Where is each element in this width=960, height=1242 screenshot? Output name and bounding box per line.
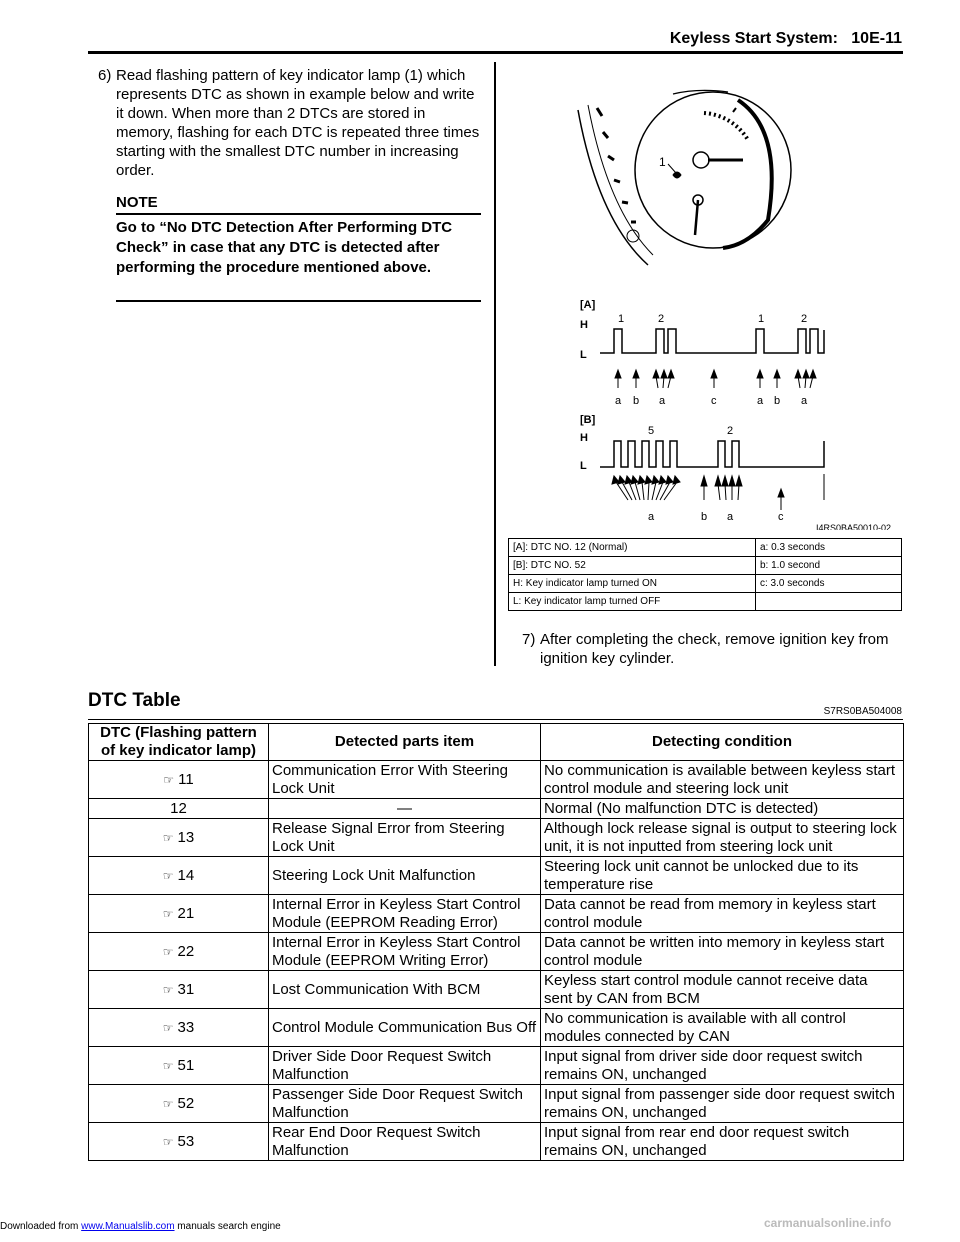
dtc-code: 14: [177, 866, 195, 884]
detected-parts-cell: Steering Lock Unit Malfunction: [269, 857, 541, 895]
dtc-table-row: [89, 971, 904, 1009]
section-rule: [88, 719, 903, 720]
dtc-table-row: [89, 761, 904, 799]
wave-A-letter-b2: b: [774, 395, 781, 407]
detecting-condition-cell: Input signal from passenger side door request switch remains ON, unchanged: [541, 1085, 904, 1123]
wave-A-count-2: 2: [658, 313, 665, 325]
waveform-A: [600, 329, 824, 353]
legend-row: [509, 557, 902, 575]
wave-B-letter-a2: a: [727, 511, 734, 523]
footer-prefix: Downloaded from: [0, 1221, 82, 1232]
note-bottom-rule: [116, 300, 481, 302]
wave-A-letter-a1: a: [615, 395, 622, 407]
label-B-H: H: [580, 432, 588, 444]
dtc-code: 22: [177, 942, 195, 960]
dtc-code-cell: [89, 761, 269, 799]
dtc-table-row: [89, 799, 904, 819]
detecting-condition-cell: Normal (No malfunction DTC is detected): [541, 799, 904, 819]
header-rule: [88, 51, 903, 54]
step-6-number: 6): [98, 67, 112, 84]
wave-A-letter-a4: a: [801, 395, 808, 407]
wave-B-timing-arrows: [612, 476, 784, 510]
meter-cluster-illustration: [578, 90, 791, 265]
dtc-code-cell: [89, 799, 269, 819]
waveform-B: [600, 441, 824, 467]
dtc-table-row: [89, 819, 904, 857]
dtc-code-cell: [89, 1009, 269, 1047]
dtc-code-cell: [89, 895, 269, 933]
wave-A-count-1: 1: [618, 313, 625, 325]
detected-parts-cell: Lost Communication With BCM: [269, 971, 541, 1009]
wave-A-letter-b1: b: [633, 395, 640, 407]
reference-icon[interactable]: ☞: [162, 868, 174, 883]
detected-parts-cell: Driver Side Door Request Switch Malfunction: [269, 1047, 541, 1085]
legend-right: [756, 593, 902, 611]
dtc-code: 33: [177, 1018, 195, 1036]
header-page-number: 10E-11: [851, 30, 902, 47]
dtc-code: 21: [177, 904, 195, 922]
step-7: [522, 630, 907, 668]
label-A: [A]: [580, 299, 596, 311]
footer-download-note: [0, 1221, 281, 1232]
dtc-code-cell: [89, 857, 269, 895]
note-top-rule: [116, 213, 481, 215]
step-7-text: After completing the check, remove ignition key from ignition key cylinder.: [540, 631, 889, 667]
legend-right: c: 3.0 seconds: [756, 575, 902, 593]
dtc-code: 13: [177, 828, 195, 846]
wave-B-count-1: 5: [648, 425, 655, 437]
column-divider: [494, 62, 496, 666]
detected-parts-cell: Rear End Door Request Switch Malfunction: [269, 1123, 541, 1161]
dtc-table: [88, 723, 904, 1161]
reference-icon[interactable]: ☞: [162, 906, 174, 921]
figure-code: I4RS0BA50010-02: [816, 523, 892, 530]
header-detecting-condition: Detecting condition: [541, 724, 904, 761]
detecting-condition-cell: No communication is available with all control modules connected by CAN: [541, 1009, 904, 1047]
section-title: DTC Table: [88, 690, 181, 711]
wave-A-letter-a3: a: [757, 395, 764, 407]
label-B: [B]: [580, 414, 596, 426]
legend-right: a: 0.3 seconds: [756, 539, 902, 557]
wave-B-letter-a1: a: [648, 511, 655, 523]
dtc-code: 31: [177, 980, 195, 998]
detecting-condition-cell: Steering lock unit cannot be unlocked due to its temperature rise: [541, 857, 904, 895]
dtc-table-row: [89, 1009, 904, 1047]
detected-parts-cell: Release Signal Error from Steering Lock Unit: [269, 819, 541, 857]
legend-left: L: Key indicator lamp turned OFF: [509, 593, 756, 611]
reference-icon[interactable]: ☞: [162, 944, 174, 959]
detected-parts-cell: Internal Error in Keyless Start Control Module (EEPROM Reading Error): [269, 895, 541, 933]
detecting-condition-cell: Data cannot be written into memory in keyless start control module: [541, 933, 904, 971]
wave-B-count-2: 2: [727, 425, 734, 437]
dtc-table-row: [89, 857, 904, 895]
detected-parts-cell: Control Module Communication Bus Off: [269, 1009, 541, 1047]
footer-watermark: carmanualsonline.info: [764, 1216, 892, 1230]
legend-row: [509, 593, 902, 611]
reference-icon[interactable]: ☞: [162, 1020, 174, 1035]
wave-B-letter-c: c: [778, 511, 784, 523]
legend-right: b: 1.0 second: [756, 557, 902, 575]
reference-icon[interactable]: ☞: [162, 1058, 174, 1073]
dtc-flash-pattern-figure: [508, 70, 902, 530]
detected-parts-cell: Communication Error With Steering Lock Unit: [269, 761, 541, 799]
legend-left: [A]: DTC NO. 12 (Normal): [509, 539, 756, 557]
note-title: NOTE: [116, 194, 158, 211]
dtc-code: 51: [177, 1056, 195, 1074]
dtc-table-row: [89, 1047, 904, 1085]
wave-A-letter-c: c: [711, 395, 717, 407]
step-6-text: Read flashing pattern of key indicator lamp (1) which represents DTC as shown in example below and write it down. When more than 2 DTCs are stored in memory, flashing for each DTC is repeated three times starting with the smallest DTC number in increasing order.: [116, 67, 480, 179]
legend-left: [B]: DTC NO. 52: [509, 557, 756, 575]
wave-A-letter-a2: a: [659, 395, 666, 407]
dtc-table-row: [89, 933, 904, 971]
gauge-callout-1: 1: [659, 155, 666, 169]
dtc-code-cell: [89, 819, 269, 857]
dtc-table-row: [89, 1085, 904, 1123]
dtc-table-row: [89, 895, 904, 933]
label-A-H: H: [580, 319, 588, 331]
label-B-L: L: [580, 460, 587, 472]
dtc-code-cell: [89, 933, 269, 971]
footer-suffix: manuals search engine: [174, 1221, 281, 1232]
dtc-code: 11: [178, 770, 194, 788]
reference-icon[interactable]: ☞: [162, 1096, 174, 1111]
detecting-condition-cell: Input signal from rear end door request switch remains ON, unchanged: [541, 1123, 904, 1161]
reference-icon[interactable]: ☞: [163, 772, 175, 787]
step-7-number: 7): [522, 631, 536, 648]
dtc-code-cell: [89, 1085, 269, 1123]
header-title: Keyless Start System:: [669, 30, 838, 47]
reference-icon[interactable]: ☞: [162, 830, 174, 845]
reference-icon[interactable]: ☞: [162, 982, 174, 997]
wave-A-count-4: 2: [801, 313, 808, 325]
dtc-code-cell: [89, 971, 269, 1009]
dtc-code: 52: [177, 1094, 195, 1112]
detected-parts-cell: Passenger Side Door Request Switch Malfunction: [269, 1085, 541, 1123]
dtc-code: 53: [177, 1132, 195, 1150]
legend-row: [509, 539, 902, 557]
dtc-table-header: [89, 724, 904, 761]
reference-icon[interactable]: ☞: [162, 1134, 174, 1149]
dtc-code-cell: [89, 1123, 269, 1161]
header-detected-parts: Detected parts item: [269, 724, 541, 761]
detecting-condition-cell: Input signal from driver side door request switch remains ON, unchanged: [541, 1047, 904, 1085]
detected-parts-cell: Internal Error in Keyless Start Control Module (EEPROM Writing Error): [269, 933, 541, 971]
label-A-L: L: [580, 349, 587, 361]
detected-parts-cell: —: [269, 799, 541, 819]
wave-A-count-3: 1: [758, 313, 765, 325]
section-code: S7RS0BA504008: [823, 706, 902, 717]
header-dtc: DTC (Flashing pattern of key indicator lamp): [89, 724, 269, 761]
detecting-condition-cell: Keyless start control module cannot receive data sent by CAN from BCM: [541, 971, 904, 1009]
figure-legend-table: [508, 538, 902, 611]
page-header: [670, 30, 902, 48]
step-6: [98, 66, 483, 180]
wave-A-timing-arrows: [615, 370, 816, 388]
legend-left: H: Key indicator lamp turned ON: [509, 575, 756, 593]
dtc-code: 12: [170, 799, 187, 817]
footer-link[interactable]: www.Manualslib.com: [81, 1221, 175, 1232]
legend-row: [509, 575, 902, 593]
dtc-table-row: [89, 1123, 904, 1161]
detecting-condition-cell: Data cannot be read from memory in keyless start control module: [541, 895, 904, 933]
note-text: Go to “No DTC Detection After Performing DTC Check” in case that any DTC is detected after performing the procedure mentioned above.: [116, 219, 453, 276]
detecting-condition-cell: Although lock release signal is output to steering lock unit, it is not inputted from steering lock unit: [541, 819, 904, 857]
wave-B-letter-b: b: [701, 511, 708, 523]
detecting-condition-cell: No communication is available between keyless start control module and steering lock unit: [541, 761, 904, 799]
dtc-code-cell: [89, 1047, 269, 1085]
